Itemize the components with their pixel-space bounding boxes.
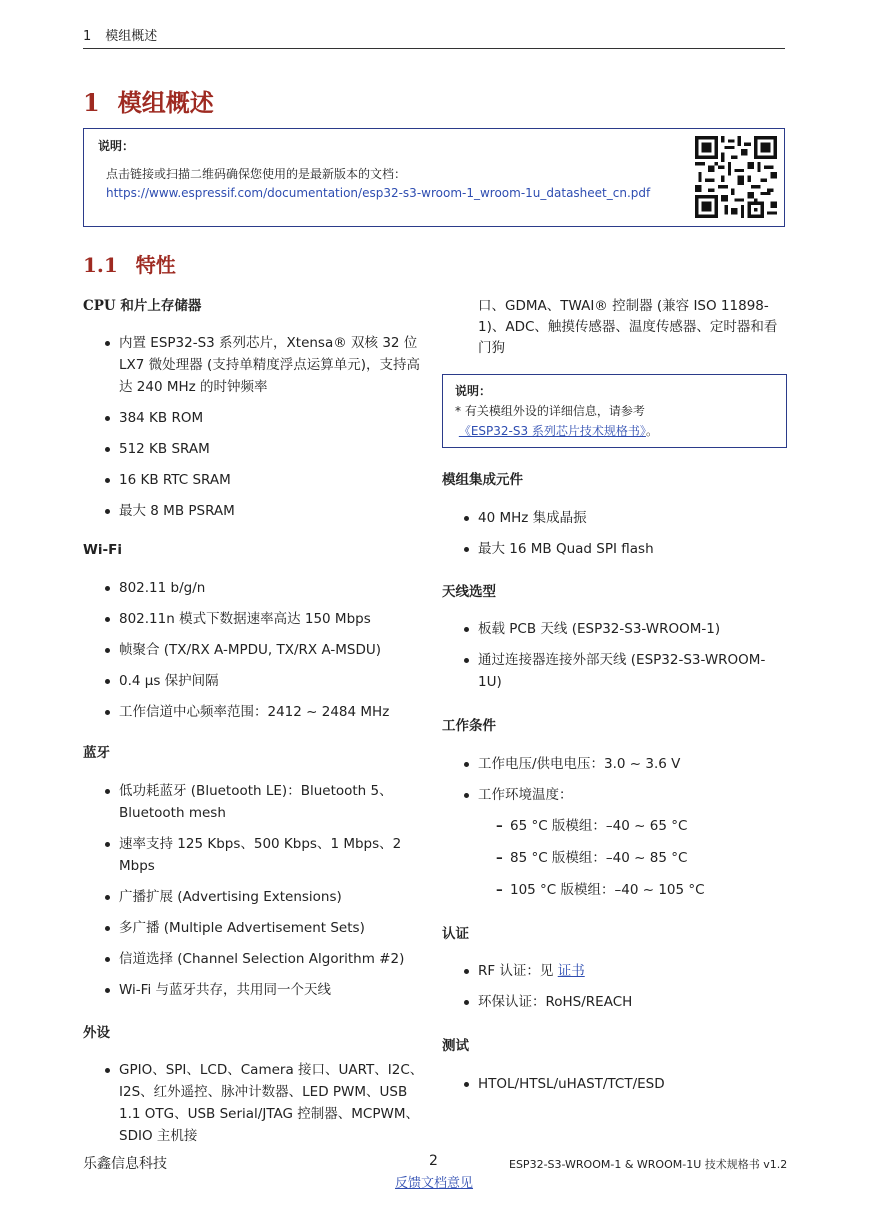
list-item: 最大 16 MB Quad SPI flash [442, 538, 787, 560]
operating-conditions-list [442, 753, 787, 806]
header-section-title: 模组概述 [105, 29, 158, 44]
section-title: 特性 [135, 253, 176, 277]
note-text: 点击链接或扫描二维码确保您使用的是最新版本的文档： [106, 167, 407, 181]
list-item: GPIO、SPI、LCD、Camera 接口、UART、I2C、I2S、红外遥控、脉冲计数器、LED PWM、USB 1.1 OTG、USB Serial/JTAG 控制器、MCPWM、SDIO 主机接 [83, 1059, 428, 1147]
running-header [83, 28, 785, 49]
list-item: 16 KB RTC SRAM [83, 469, 428, 491]
note-title: 说明： [455, 384, 492, 398]
list-item: 工作信道中心频率范围：2412 ~ 2484 MHz [83, 701, 428, 723]
list-item: 最大 8 MB PSRAM [83, 500, 428, 522]
cpu-section-title: CPU 和片上存储器 [83, 298, 202, 314]
list-item: 802.11n 模式下数据速率高达 150 Mbps [83, 608, 428, 630]
feedback-link[interactable]: 反馈文档意见 [395, 1176, 474, 1191]
antenna-list [442, 618, 787, 693]
list-item: 速率支持 125 Kbps、500 Kbps、1 Mbps、2 Mbps [83, 833, 428, 877]
list-item: 广播扩展 (Advertising Extensions) [83, 886, 428, 908]
peripherals-note-box [442, 374, 787, 448]
list-item: – 65 °C 版模组：–40 ~ 65 °C [442, 815, 787, 837]
features-right-column [442, 296, 787, 1095]
list-item: Wi-Fi 与蓝牙共存，共用同一个天线 [83, 979, 428, 1001]
header-section-number: 1 [83, 29, 92, 44]
operating-conditions-title: 工作条件 [442, 718, 496, 734]
peripherals-section-title: 外设 [83, 1025, 110, 1041]
wifi-list [83, 577, 428, 723]
certificate-link[interactable]: 证书 [557, 963, 585, 979]
list-item: 0.4 µs 保护间隔 [83, 670, 428, 692]
list-item: 低功耗蓝牙 (Bluetooth LE)：Bluetooth 5、Bluetooth mesh [83, 780, 428, 824]
list-item: 内置 ESP32-S3 系列芯片，Xtensa® 双核 32 位 LX7 微处理器 (支持单精度浮点运算单元)，支持高达 240 MHz 的时钟频率 [83, 332, 428, 398]
testing-list [442, 1073, 787, 1095]
list-item: 工作电压/供电电压：3.0 ~ 3.6 V [442, 753, 787, 775]
antenna-section-title: 天线选型 [442, 584, 496, 600]
rf-cert-text: RF 认证：见 [478, 963, 558, 979]
section-number: 1.1 [83, 253, 118, 277]
list-item: 802.11 b/g/n [83, 577, 428, 599]
footer-company: 乐鑫信息科技 [83, 1156, 167, 1172]
integrated-components-title: 模组集成元件 [442, 472, 523, 488]
chapter-heading [83, 88, 214, 118]
list-item: – 85 °C 版模组：–40 ~ 85 °C [442, 847, 787, 869]
testing-section-title: 测试 [442, 1038, 469, 1054]
note-title: 说明： [98, 139, 135, 153]
features-left-column [83, 296, 428, 1147]
list-item [442, 960, 787, 982]
footer-document-title: ESP32-S3-WROOM-1 & WROOM-1U 技术规格书 v1.2 [509, 1158, 788, 1171]
note-text: * 有关模组外设的详细信息，请参考 [455, 404, 645, 418]
chapter-number: 1 [83, 88, 100, 117]
certification-section-title: 认证 [442, 926, 469, 942]
bluetooth-section-title: 蓝牙 [83, 745, 110, 761]
temperature-sublist [442, 815, 787, 901]
certification-list [442, 960, 787, 1013]
qr-code-icon [695, 136, 777, 218]
datasheet-url-link[interactable]: https://www.espressif.com/documentation/esp32-s3-wroom-1_wroom-1u_datasheet_cn.pdf [106, 186, 651, 200]
list-item: – 105 °C 版模组：–40 ~ 105 °C [442, 879, 787, 901]
page-number: 2 [429, 1153, 438, 1169]
cpu-list [83, 332, 428, 522]
list-item: 工作环境温度： [442, 784, 787, 806]
list-item: 环保认证：RoHS/REACH [442, 991, 787, 1013]
list-item: 信道选择 (Channel Selection Algorithm #2) [83, 948, 428, 970]
section-heading [83, 252, 176, 278]
peripherals-list [83, 1059, 428, 1147]
list-item: 通过连接器连接外部天线 (ESP32-S3-WROOM-1U) [442, 649, 787, 693]
chapter-title: 模组概述 [117, 88, 214, 117]
list-item: HTOL/HTSL/uHAST/TCT/ESD [442, 1073, 787, 1095]
list-item: 多广播 (Multiple Advertisement Sets) [83, 917, 428, 939]
peripherals-continued: 口、GDMA、TWAI® 控制器 (兼容 ISO 11898-1)、ADC、触摸传感器、温度传感器、定时器和看门狗 [478, 298, 778, 356]
document-note-box [83, 128, 785, 227]
integrated-components-list [442, 507, 787, 560]
bluetooth-list [83, 780, 428, 1001]
list-item: 40 MHz 集成晶振 [442, 507, 787, 529]
wifi-section-title: Wi-Fi [83, 542, 122, 558]
note-end: 。 [645, 424, 658, 438]
chip-datasheet-link[interactable]: 《ESP32-S3 系列芯片技术规格书》 [458, 424, 646, 438]
list-item: 帧聚合 (TX/RX A-MPDU, TX/RX A-MSDU) [83, 639, 428, 661]
list-item: 384 KB ROM [83, 407, 428, 429]
list-item: 板载 PCB 天线 (ESP32-S3-WROOM-1) [442, 618, 787, 640]
list-item: 512 KB SRAM [83, 438, 428, 460]
